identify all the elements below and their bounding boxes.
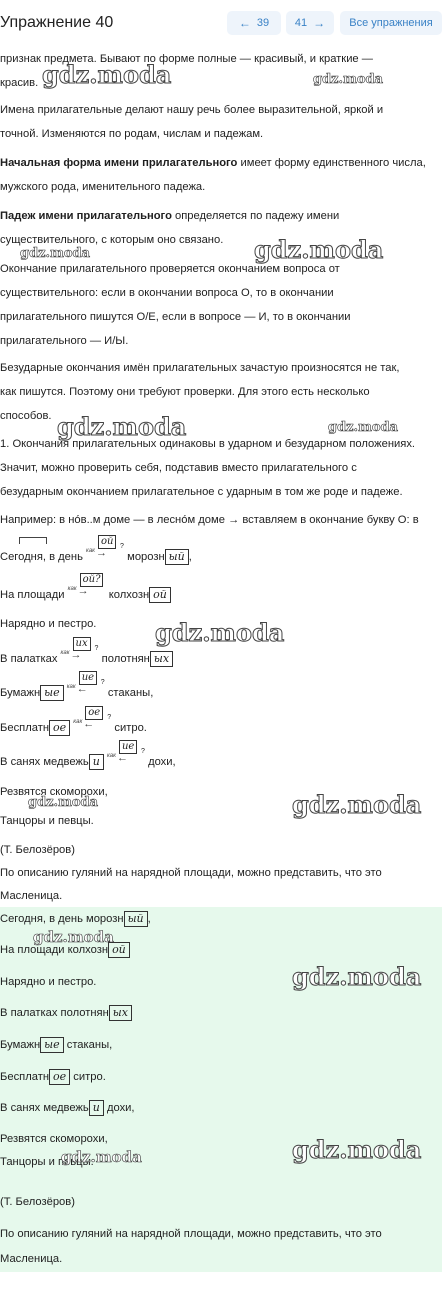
theory-line: безударным окончанием прилагательное с ударным в том же роде и падеже. (0, 486, 403, 498)
theory-line: Значит, можно проверить себя, подставив вместо прилагательного с (0, 462, 357, 474)
arrow-left-icon: ← (76, 683, 88, 695)
ending-box: ых (109, 1005, 132, 1021)
theory-line (0, 151, 440, 175)
next-exercise-button[interactable] (286, 11, 334, 35)
poem-line: Нарядно и пестро. (0, 618, 97, 630)
ending-box: ые (40, 685, 63, 701)
question-mark-annotation: как ое ? ← (73, 707, 112, 730)
question-mark-annotation: как ие ? ← (66, 672, 105, 695)
theory-line: как пишутся. Поэтому они требуют проверки. Для этого есть несколько (0, 386, 370, 398)
ending-box: ое (49, 720, 70, 736)
poem-line: Резвятся скоморохи, (0, 786, 108, 798)
poem-text: Бесплатн (0, 722, 50, 734)
page-title: Упражнение 40 (0, 14, 114, 31)
question-mark-annotation: как ой ? → (86, 536, 124, 559)
theory-line: признак предмета. Бывают по форме полные — красивый, и краткие — (0, 53, 373, 65)
poem-line (0, 707, 440, 740)
poem-text: В палатках (0, 653, 58, 665)
poem-text: На площади (0, 589, 65, 601)
answer-line: В палатках полотнян ых (0, 1001, 440, 1025)
theory-text: определяется по падежу имени (171, 210, 340, 222)
theory-line: существительного: если в окончании вопроса О, то в окончании (0, 287, 334, 299)
watermark-logo: gdz.moda (254, 235, 384, 264)
conclusion-line: По описанию гуляний на нарядной площади, можно представить, что это (0, 867, 382, 879)
ending-box: ый (165, 549, 189, 565)
theory-line: точной. Изменяются по родам, числам и падежам. (0, 128, 264, 140)
poem-text: колхозн (108, 589, 150, 601)
answer-author: (Т. Белозёров) (0, 1196, 75, 1208)
answer-line: На площади колхозн ой (0, 938, 440, 962)
next-exercise-label: 41 (294, 17, 308, 29)
answer-line: Танцоры и певцы. (0, 1156, 94, 1168)
watermark-logo: gdz.moda (155, 618, 285, 647)
answer-line: Нарядно и пестро. (0, 976, 97, 988)
arrow-left-icon: ← (83, 718, 95, 730)
prev-exercise-label: 39 (256, 17, 270, 29)
theory-text: имеет форму единственного числа, (237, 157, 426, 169)
arrow-right-icon: → (77, 585, 89, 597)
poem-text: дохи, (148, 756, 176, 768)
poem-line (0, 741, 440, 774)
theory-line: существительного, с которым оно связано. (0, 234, 224, 246)
theory-term: Падеж имени прилагательного (0, 210, 172, 222)
theory-line (0, 204, 440, 228)
theory-line: Имена прилагательные делают нашу речь более выразительной, яркой и (0, 104, 384, 116)
prev-exercise-button[interactable] (227, 11, 281, 35)
watermark-logo: gdz.moda (292, 962, 422, 991)
poem-line: Сегодня, в день как ой ? → морозн ый , (0, 545, 440, 569)
watermark-logo: gdz.moda (20, 246, 91, 261)
theory-line: Окончание прилагательного проверяется окончанием вопроса от (0, 263, 340, 275)
ending-box: и (89, 1100, 104, 1116)
watermark-logo: gdz.moda (33, 928, 114, 946)
bracket-mark (19, 537, 47, 544)
theory-line: прилагательного пишутся О/Е, если в вопросе — И, то в окончании (0, 311, 351, 323)
arrow-right-icon: → (313, 16, 326, 30)
watermark-logo: gdz.moda (61, 1148, 142, 1166)
all-exercises-button[interactable] (340, 11, 442, 35)
poem-text: стаканы, (107, 687, 154, 699)
question-mark-annotation: как ие ? ← (106, 741, 145, 764)
theory-line: Безударные окончания имён прилагательных зачастую произносятся не так, (0, 362, 400, 374)
watermark-logo: gdz.moda (42, 60, 172, 89)
theory-line: способов. (0, 410, 52, 422)
answer-line: Бесплатн ое ситро. (0, 1070, 106, 1084)
theory-line: красив. (0, 77, 39, 89)
watermark-logo: gdz.moda (292, 1135, 422, 1164)
header (0, 0, 442, 46)
poem-author: (Т. Белозёров) (0, 844, 75, 856)
ending-box: ое (49, 1069, 70, 1085)
answer-conclusion: Масленица. (0, 1253, 63, 1265)
ending-box: ой (108, 942, 130, 958)
watermark-logo: gdz.moda (57, 412, 187, 441)
theory-term: Начальная форма имени прилагательного (0, 157, 238, 169)
poem-text: полотнян (101, 653, 150, 665)
poem-line (0, 638, 440, 671)
theory-line: 1. Окончания прилагательных одинаковы в ударном и безударном положениях. (0, 438, 416, 450)
arrow-right-icon: → (96, 547, 108, 559)
ending-box: ых (150, 651, 173, 667)
answer-conclusion: По описанию гуляний на нарядной площади, можно представить, что это (0, 1228, 382, 1240)
all-exercises-label: Все упражнения (349, 17, 433, 29)
ending-box: ый (124, 911, 148, 927)
theory-line: прилагательного — И/Ы. (0, 335, 129, 347)
ending-box: ой (149, 587, 171, 603)
arrow-left-icon: ← (116, 752, 128, 764)
theory-line: Например: в нóв..м доме — в леснóм доме → вставляем в окончание букву О: в (0, 514, 419, 526)
answer-line: Сегодня, в день морозн ый , (0, 912, 151, 926)
watermark-logo: gdz.moda (313, 72, 384, 87)
poem-text: Сегодня, в день (0, 551, 83, 563)
arrow-right-icon: → (70, 649, 82, 661)
poem-line (0, 574, 440, 607)
poem-text: ситро. (114, 722, 147, 734)
arrow-left-icon: ← (238, 16, 251, 30)
theory-line: мужского рода, именительного падежа. (0, 181, 206, 193)
poem-text: морозн (127, 551, 165, 563)
answer-line: Резвятся скоморохи, (0, 1133, 108, 1145)
answer-line: Бумажн ые стаканы, (0, 1038, 113, 1052)
question-mark-annotation: как их ? → (60, 638, 99, 661)
watermark-logo: gdz.moda (328, 420, 399, 435)
conclusion-line: Масленица. (0, 890, 63, 902)
watermark-logo: gdz.moda (292, 790, 422, 819)
answer-line: В санях медвежь и дохи, (0, 1101, 135, 1115)
poem-line: Танцоры и певцы. (0, 815, 94, 827)
poem-line (0, 672, 440, 705)
watermark-logo: gdz.moda (28, 795, 99, 810)
poem-text: Бумажн (0, 687, 41, 699)
question-mark-annotation: как ой? → (68, 583, 106, 605)
poem-text: В санях медвежь (0, 756, 89, 768)
ending-box: ые (40, 1037, 63, 1053)
ending-box: и (89, 754, 104, 770)
